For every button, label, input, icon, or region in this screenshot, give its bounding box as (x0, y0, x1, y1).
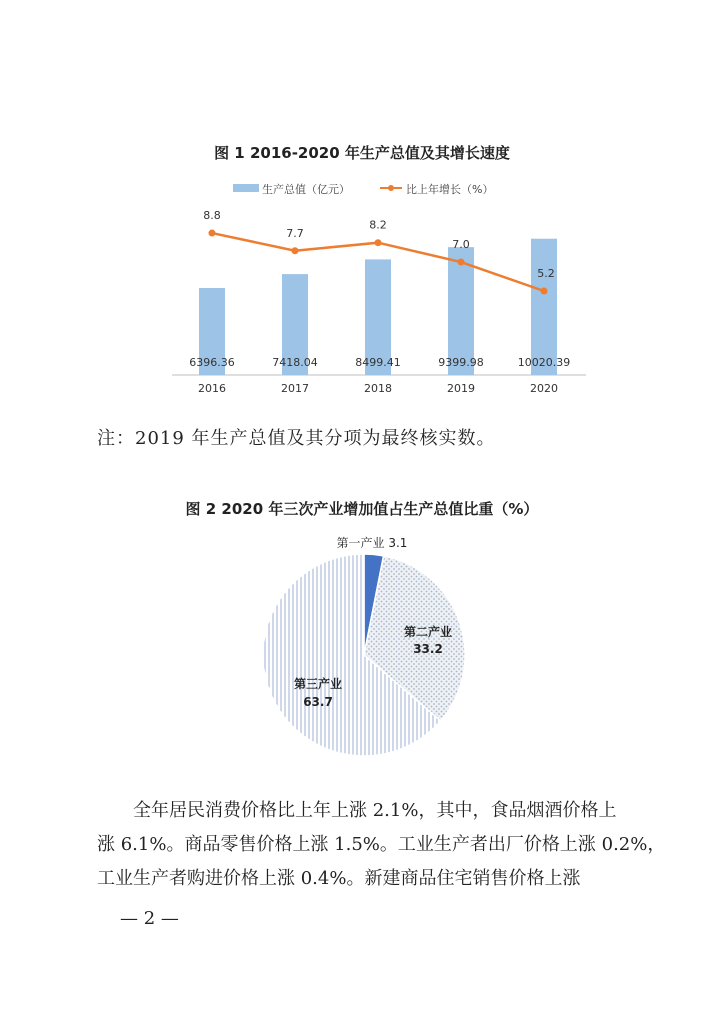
paragraph-line: 工业生产者购进价格上涨 0.4%。新建商品住宅销售价格上涨 (97, 868, 581, 889)
chart1-title: 图 1 2016-2020 年生产总值及其增长速度 (214, 144, 510, 162)
legend-bar-swatch (233, 184, 259, 192)
chart2-industry-share-pie (0, 520, 724, 770)
pie-label-secondary-value: 33.2 (413, 642, 443, 656)
paragraph-line: 涨 6.1%。商品零售价格上涨 1.5%。工业生产者出厂价格上涨 0.2%， (97, 834, 666, 855)
growth-value-label: 7.0 (452, 238, 470, 252)
paragraph-line: 全年居民消费价格比上年上涨 2.1%，其中，食品烟酒价格上 (133, 800, 617, 821)
bar-value-label: 8499.41 (355, 356, 401, 369)
x-tick-label: 2020 (530, 382, 558, 395)
page-number: — 2 — (120, 908, 179, 929)
bar-value-label: 9399.98 (438, 356, 484, 369)
growth-value-label: 7.7 (286, 226, 304, 240)
legend-bar-label: 生产总值（亿元） (262, 183, 350, 196)
bar-value-label: 6396.36 (189, 356, 235, 369)
pie-label-secondary-name: 第二产业 (403, 625, 453, 639)
growth-point (209, 230, 216, 237)
chart1-gdp-growth (0, 0, 724, 420)
body-paragraph (97, 794, 666, 896)
bar-value-label: 10020.39 (517, 356, 571, 369)
growth-point (541, 288, 548, 295)
growth-point (375, 239, 382, 246)
growth-value-label: 5.2 (537, 267, 555, 280)
chart2-title: 图 2 2020 年三次产业增加值占生产总值比重（%） (185, 500, 539, 518)
x-tick-label: 2018 (364, 382, 392, 395)
x-tick-label: 2017 (281, 382, 309, 395)
legend-line-label: 比上年增长（%） (406, 183, 494, 196)
growth-point (292, 247, 299, 254)
bar-gdp (531, 239, 557, 375)
growth-point (458, 259, 465, 266)
pie-label-tertiary-name: 第三产业 (293, 677, 343, 691)
growth-value-label: 8.8 (203, 209, 221, 223)
x-tick-label: 2019 (447, 382, 475, 395)
growth-value-label: 8.2 (369, 218, 387, 232)
x-tick-label: 2016 (198, 382, 226, 395)
legend-line-marker (388, 185, 394, 191)
pie-label-tertiary-value: 63.7 (303, 695, 333, 709)
bar-value-label: 7418.04 (272, 356, 318, 369)
pie-label-primary: 第一产业 3.1 (336, 536, 408, 550)
footnote: 注：2019 年生产总值及其分项为最终核实数。 (97, 428, 496, 449)
